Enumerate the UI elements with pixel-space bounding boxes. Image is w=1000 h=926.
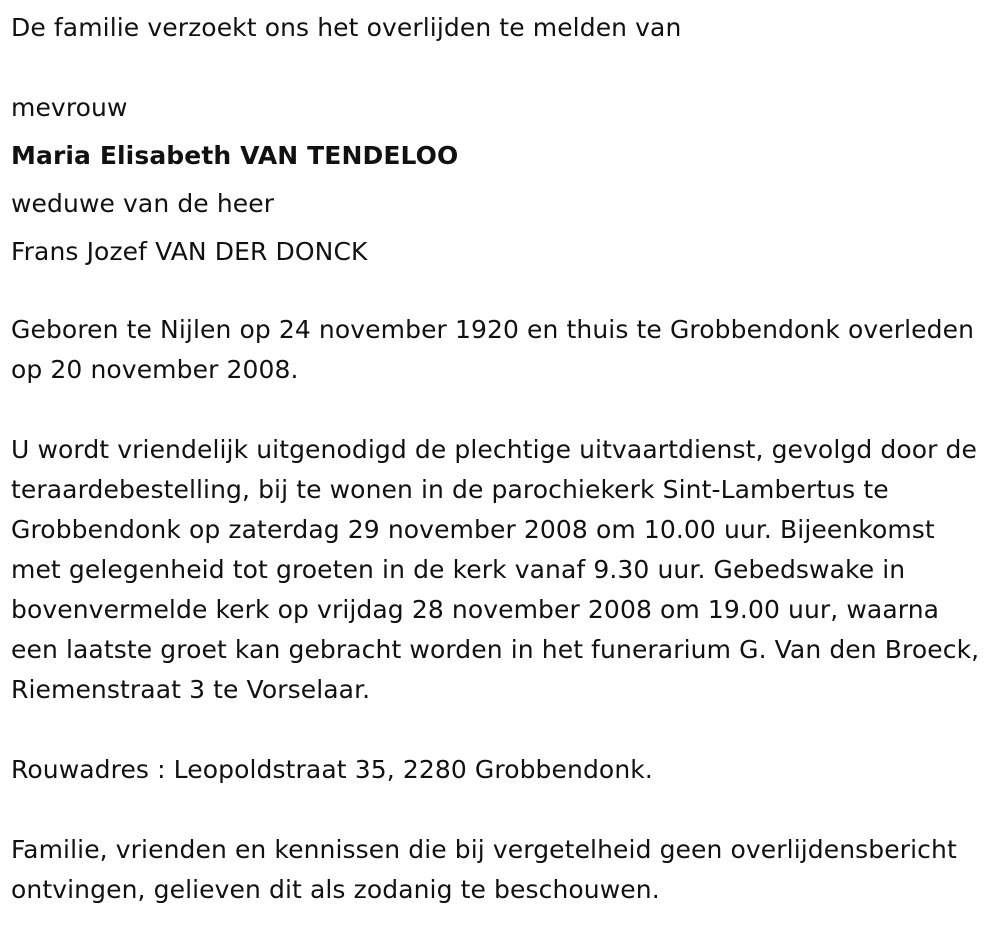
mourning-address: Rouwadres : Leopoldstraat 35, 2280 Grobbendonk. xyxy=(11,755,653,784)
spouse-name: Frans Jozef VAN DER DONCK xyxy=(11,237,368,266)
funeral-paragraph: U wordt vriendelijk uitgenodigd de plechtige uitvaartdienst, gevolgd door de teraardebestelling, bij te wonen in de parochiekerk Sint-Lambertus te Grobbendonk op zaterdag 29 november 2008 om 10.00 uur. Bijeenkomst met gelegenheid tot groeten in de kerk vanaf 9.30 uur. Gebedswake in bovenvermelde kerk op vrijdag 28 november 2008 om 19.00 uur, waarna een laatste groet kan gebracht worden in het funerarium G. Van den Broeck, Riemenstraat 3 te Vorselaar. xyxy=(11,435,980,704)
closing-paragraph: Familie, vrienden en kennissen die bij vergetelheid geen overlijdensbericht ontvingen, gelieven dit als zodanig te beschouwen. xyxy=(11,835,957,904)
deceased-name: Maria Elisabeth VAN TENDELOO xyxy=(11,141,459,170)
birth-death-paragraph: Geboren te Nijlen op 24 november 1920 en thuis te Grobbendonk overleden op 20 november 2008. xyxy=(11,315,975,384)
intro-text: De familie verzoekt ons het overlijden te melden van xyxy=(11,13,682,42)
honorific: mevrouw xyxy=(11,93,128,122)
relation-text: weduwe van de heer xyxy=(11,189,275,218)
